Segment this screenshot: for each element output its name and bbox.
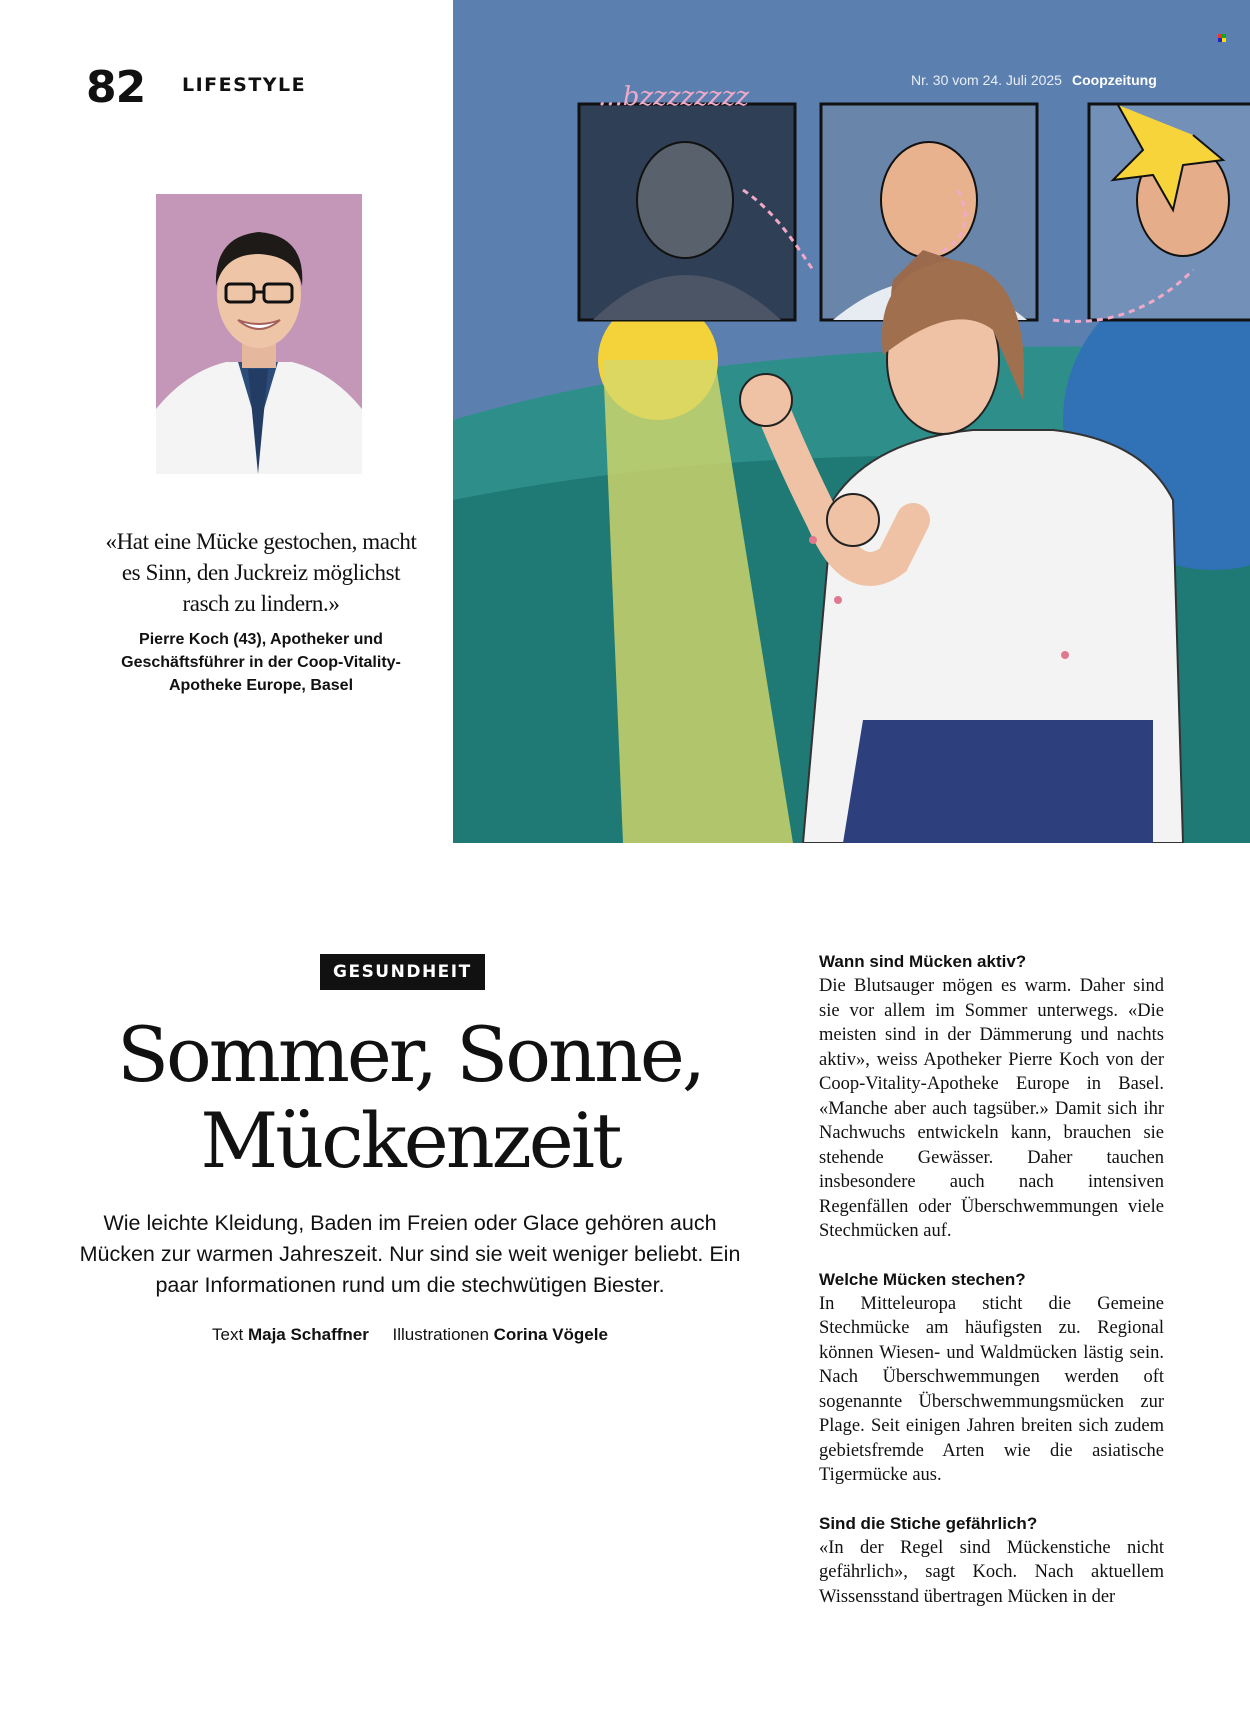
illustration-label: Illustrationen (392, 1325, 489, 1344)
pull-quote: «Hat eine Mücke gestochen, macht es Sinn, den Juckreiz möglichst rasch zu lindern.» (105, 529, 417, 616)
section-heading: Wann sind Mücken aktiv? (819, 952, 1027, 971)
illustration (453, 0, 1250, 843)
section-label: LIFESTYLE (182, 74, 307, 96)
article-lead: Wie leichte Kleidung, Baden im Freien oder Glace gehören auch Mücken zur warmen Jahreszeit. Nur sind sie weit weniger beliebt. Ein paar Informationen rund um die stechwütigen Biester. (79, 1211, 741, 1297)
section-body: In Mitteleuropa sticht die Gemeine Stechmücke am häufigsten zu. Regional können Wiesen- und Waldmücken lästig sein. Nach Überschwemmungen werden oft sogenannte Überschwemmungsmücken zur Plage. Seit einigen Jahren breiten sich zudem gebietsfremde Arten wie die asiatische Tigermücke aus. (819, 1293, 1164, 1485)
portrait-photo (156, 194, 362, 474)
section-heading: Sind die Stiche gefährlich? (819, 1513, 1038, 1533)
quote-author: Pierre Koch (43), Apotheker und Geschäftsführer in der Coop-Vitality-Apotheke Europe, Basel (121, 631, 401, 694)
article-title: Sommer, Sonne, Mückenzeit (116, 1010, 704, 1185)
page-number: 82 (86, 62, 146, 113)
rubric-badge: GESUNDHEIT (320, 954, 485, 990)
mosquito-scene-illustration (453, 0, 1250, 843)
issue-line (911, 72, 1157, 88)
pharmacist-portrait-icon (156, 194, 362, 474)
issue-date: Nr. 30 vom 24. Juli 2025 (911, 72, 1062, 88)
section-body: «In der Regel sind Mückenstiche nicht gefährlich», sagt Koch. Nach aktuellem Wissensstand übertragen Mücken in der (819, 1537, 1164, 1607)
buzz-text: ...bzzzzzzzz (598, 82, 750, 112)
text-label: Text (212, 1325, 244, 1344)
illustrator-name: Corina Vögele (493, 1325, 608, 1344)
credits (100, 1325, 720, 1345)
author-name: Maja Schaffner (247, 1325, 369, 1344)
section-body: Die Blutsauger mögen es warm. Daher sind sie vor allem im Sommer unterwegs. «Die meisten sind in der Dämmerung und nachts aktiv», weiss Apotheker Pierre Koch von der Coop-Vitality-Apotheke Europe in Basel. «Manche aber auch tagsüber.» Damit sich ihr Nachwuchs entwickeln kann, brauchen sie stehende Gewässer. Daher tauchen insbesondere auch nach intensiven Regenfällen oder Überschwemmungen viele Stechmücken auf. (819, 976, 1164, 1241)
section-heading: Welche Mücken stechen? (819, 1269, 1026, 1289)
publication-name: Coopzeitung (1071, 72, 1157, 88)
article-column (819, 950, 1164, 1633)
